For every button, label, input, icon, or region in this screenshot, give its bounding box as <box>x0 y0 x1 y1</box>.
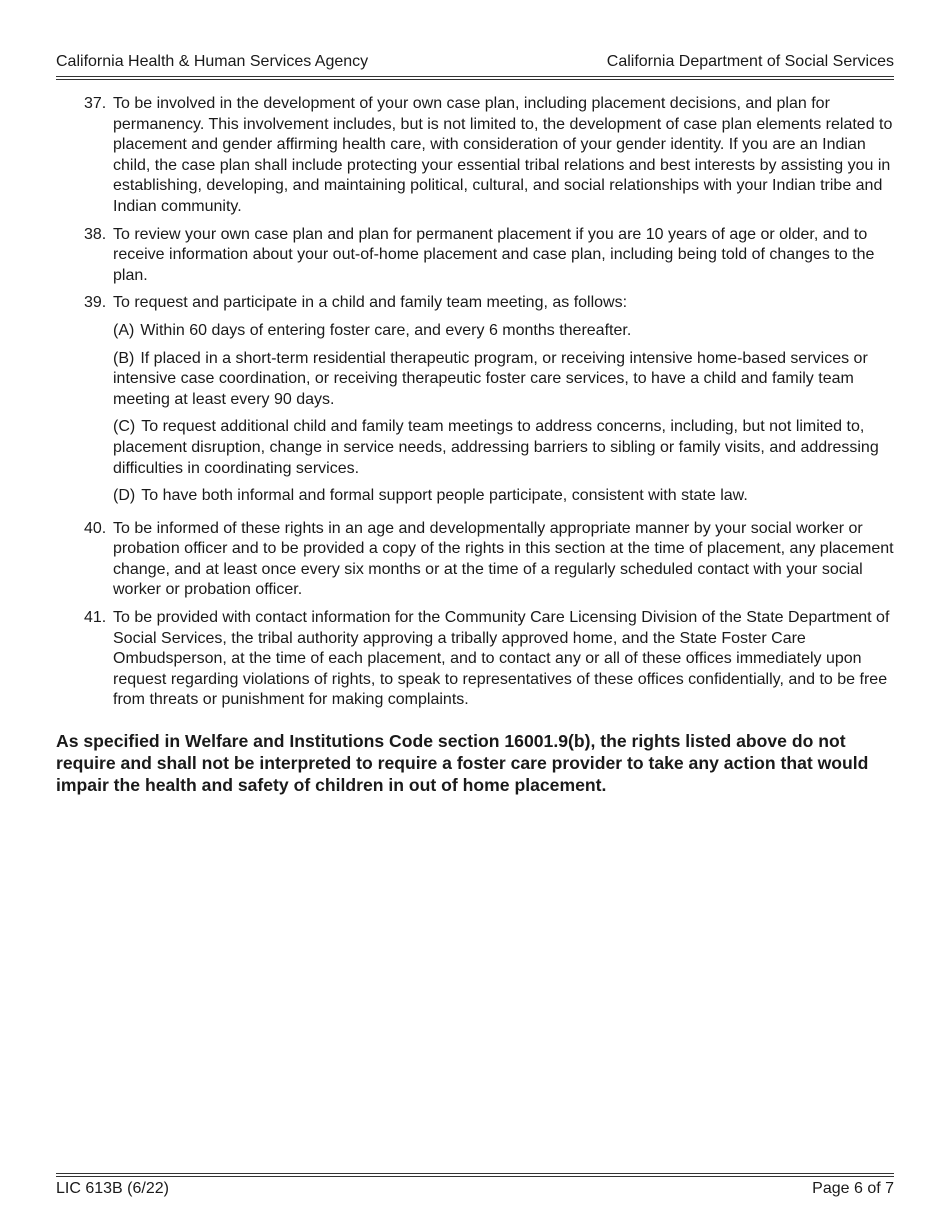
item-number: 40. <box>84 519 107 537</box>
agency-name: California Health & Human Services Agency <box>56 53 369 70</box>
item-text: To be provided with contact information for the Community Care Licensing Division of the State Department of Social Services, the tribal authority approving a tribally approved home, and the State Foster Care Ombudsperson, at the time of each placement, and to contact any or all of these offices immediately upon request regarding violations of rights, to speak to representatives of these offices confidentially, and to be free from threats or punishment for making complaints. <box>113 609 890 709</box>
subitem-a <box>113 321 894 342</box>
subitem-label: (D) <box>113 487 136 505</box>
subitem-text: Within 60 days of entering foster care, and every 6 months thereafter. <box>140 321 632 339</box>
item-text: To request and participate in a child and family team meeting, as follows: <box>113 294 628 312</box>
closing-statement: As specified in Welfare and Institutions Code section 16001.9(b), the rights listed above do not require and shall not be interpreted to require a foster care provider to take any action that would impair the health and safety of children in out of home placement. <box>56 731 869 796</box>
list-item-39 <box>56 293 894 511</box>
form-id: LIC 613B (6/22) <box>56 1180 169 1197</box>
subitem-text: To have both informal and formal support people participate, consistent with state law. <box>141 487 748 505</box>
page-footer <box>56 1179 894 1199</box>
subitem-text: To request additional child and family team meetings to address concerns, including, but not limited to, placement disruption, change in service needs, addressing barriers to sibling or family visits, and addressing difficulties in coordinating services. <box>113 418 879 477</box>
item-text: To be involved in the development of your own case plan, including placement decisions, and plan for permanency. This involvement includes, but is not limited to, the development of case plan elements related to placement and gender affirming health care, with consideration of your gender identity. If you are an Indian child, the case plan shall include protecting your essential tribal relations and best interests by assisting you in establishing, developing, and maintaining political, cultural, and social relationships with your Indian tribe and Indian community. <box>113 95 893 215</box>
footer-rule-double <box>56 1176 894 1177</box>
subitem-text: If placed in a short-term residential therapeutic program, or receiving intensive home-based services or intensive case coordination, or receiving therapeutic foster care services, to have a child and family team meeting at least every 90 days. <box>113 349 868 408</box>
subitem-b <box>113 349 894 411</box>
list-item-38 <box>56 225 894 287</box>
header-rule <box>56 76 894 77</box>
subitem-label: (A) <box>113 321 135 339</box>
item-number: 41. <box>84 609 107 627</box>
item-number: 38. <box>84 225 107 243</box>
subitem-c <box>113 417 894 479</box>
item-text: To be informed of these rights in an age and developmentally appropriate manner by your social worker or probation officer and to be provided a copy of the rights in this section at the time of placement, any placement change, and at least once every six months or at the time of a regularly scheduled contact with your social worker or probation officer. <box>113 519 894 599</box>
subitem-d <box>113 486 894 507</box>
document-body <box>56 94 894 797</box>
department-name: California Department of Social Services <box>606 53 894 70</box>
item-number: 37. <box>84 95 107 112</box>
header-rule-double <box>56 79 894 80</box>
page-header <box>56 52 894 72</box>
subitem-label: (C) <box>113 418 136 436</box>
subitem-label: (B) <box>113 349 135 367</box>
list-item-37 <box>56 94 894 218</box>
list-item-40 <box>56 519 894 601</box>
item-text: To review your own case plan and plan for permanent placement if you are 10 years of age or older, and to receive information about your out-of-home placement and case plan, including being told of changes to the plan. <box>113 225 875 284</box>
footer-rule <box>56 1173 894 1174</box>
item-number: 39. <box>84 294 107 312</box>
page-number: Page 6 of 7 <box>812 1180 894 1197</box>
list-item-41 <box>56 608 894 711</box>
